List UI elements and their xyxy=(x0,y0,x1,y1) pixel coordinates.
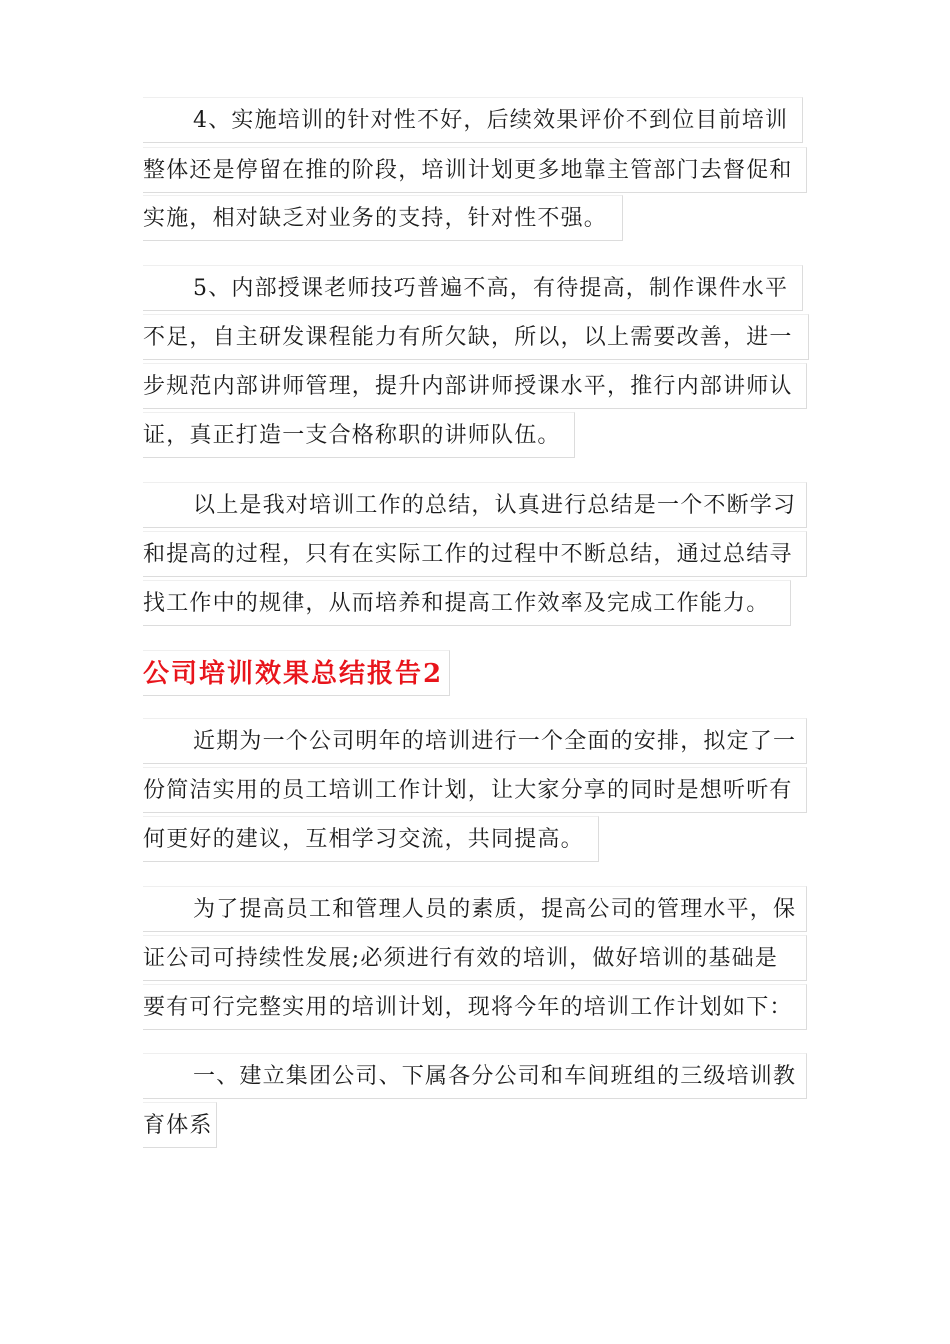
paragraph-line: 5、内部授课老师技巧普遍不高，有待提高，制作课件水平 xyxy=(143,265,803,311)
paragraph-line: 步规范内部讲师管理，提升内部讲师授课水平，推行内部讲师认 xyxy=(143,363,807,409)
paragraph-line: 一、建立集团公司、下属各分公司和车间班组的三级培训教 xyxy=(143,1053,807,1099)
paragraph-line: 何更好的建议，互相学习交流，共同提高。 xyxy=(143,816,599,862)
paragraph-line: 要有可行完整实用的培训计划，现将今年的培训工作计划如下： xyxy=(143,984,807,1030)
paragraph-line: 和提高的过程，只有在实际工作的过程中不断总结，通过总结寻 xyxy=(143,531,807,577)
paragraph-line: 4、实施培训的针对性不好，后续效果评价不到位目前培训 xyxy=(143,97,803,143)
paragraph-line: 为了提高员工和管理人员的素质，提高公司的管理水平，保 xyxy=(143,886,807,932)
section-heading: 公司培训效果总结报告2 xyxy=(143,650,450,696)
paragraph-line: 份简洁实用的员工培训工作计划，让大家分享的同时是想听听有 xyxy=(143,767,807,813)
paragraph-line: 不足，自主研发课程能力有所欠缺，所以，以上需要改善，进一 xyxy=(143,314,809,360)
paragraph-line: 实施，相对缺乏对业务的支持，针对性不强。 xyxy=(143,195,623,241)
paragraph-line: 证，真正打造一支合格称职的讲师队伍。 xyxy=(143,412,575,458)
paragraph-line: 以上是我对培训工作的总结，认真进行总结是一个不断学习 xyxy=(143,482,807,528)
paragraph-line: 整体还是停留在推的阶段，培训计划更多地靠主管部门去督促和 xyxy=(143,147,807,193)
paragraph-line: 育体系 xyxy=(143,1102,217,1148)
paragraph-line: 找工作中的规律，从而培养和提高工作效率及完成工作能力。 xyxy=(143,580,791,626)
paragraph-line: 近期为一个公司明年的培训进行一个全面的安排，拟定了一 xyxy=(143,718,807,764)
paragraph-line: 证公司可持续性发展;必须进行有效的培训，做好培训的基础是 xyxy=(143,935,807,981)
